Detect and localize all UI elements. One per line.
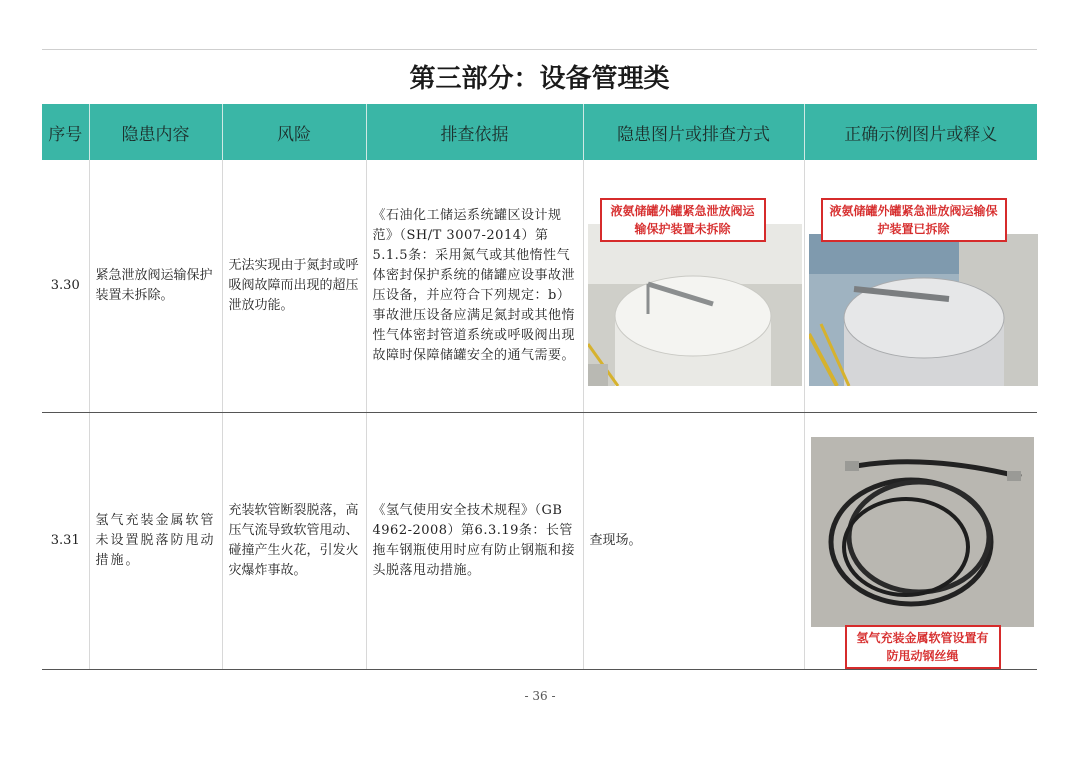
- hazard-callout: 液氨储罐外罐紧急泄放阀运输保护装置未拆除: [600, 198, 766, 242]
- correct-callout: 液氨储罐外罐紧急泄放阀运输保护装置已拆除: [821, 198, 1007, 242]
- basis-text: 《氢气使用安全技术规程》（GB 4962-2008）第6.3.19条：长管拖车钢瓶使用时应有防止钢瓶和接头脱落甩动措施。: [366, 413, 583, 670]
- row-number: 3.30: [42, 160, 89, 413]
- hazard-photo: [588, 224, 802, 386]
- header-no: 序号: [42, 104, 89, 160]
- header-check-image: 隐患图片或排查方式: [583, 104, 804, 160]
- header-correct-example: 正确示例图片或释义: [804, 104, 1037, 160]
- check-method-text: 查现场。: [583, 413, 804, 670]
- correct-photo-cell: [804, 160, 1037, 413]
- header-risk: 风险: [222, 104, 366, 160]
- header-basis: 排查依据: [366, 104, 583, 160]
- hazard-text: 氢气充装金属软管未设置脱落防甩动措施。: [89, 413, 222, 670]
- table-header-row: [42, 104, 1037, 160]
- correct-callout: 氢气充装金属软管设置有防甩动钢丝绳: [845, 625, 1001, 669]
- basis-text: 《石油化工储运系统罐区设计规范》（SH/T 3007-2014）第5.1.5条：采用氮气或其他惰性气体密封保护系统的储罐应设事故泄压设备，并应符合下列规定：b）事故泄压设备应满足氮封或其他惰性气体密封管道系统或呼吸阀出现故障时保障储罐安全的通气需要。: [366, 160, 583, 413]
- hose-photo: [811, 437, 1034, 627]
- table-row: [42, 160, 1037, 413]
- top-rule: [42, 49, 1037, 50]
- row-number: 3.31: [42, 413, 89, 670]
- hazard-text: 紧急泄放阀运输保护装置未拆除。: [89, 160, 222, 413]
- correct-photo: [809, 234, 1038, 386]
- page-title: 第三部分：设备管理类: [409, 64, 670, 94]
- page-number: - 36 -: [524, 689, 556, 703]
- hazard-photo-cell: [583, 160, 804, 413]
- risk-text: 无法实现由于氮封或呼吸阀故障而出现的超压泄放功能。: [222, 160, 366, 413]
- hazard-table: [42, 104, 1037, 670]
- header-hazard: 隐患内容: [89, 104, 222, 160]
- risk-text: 充装软管断裂脱落，高压气流导致软管甩动、碰撞产生火花，引发火灾爆炸事故。: [222, 413, 366, 670]
- table-row: [42, 413, 1037, 670]
- correct-photo-cell: [804, 413, 1037, 670]
